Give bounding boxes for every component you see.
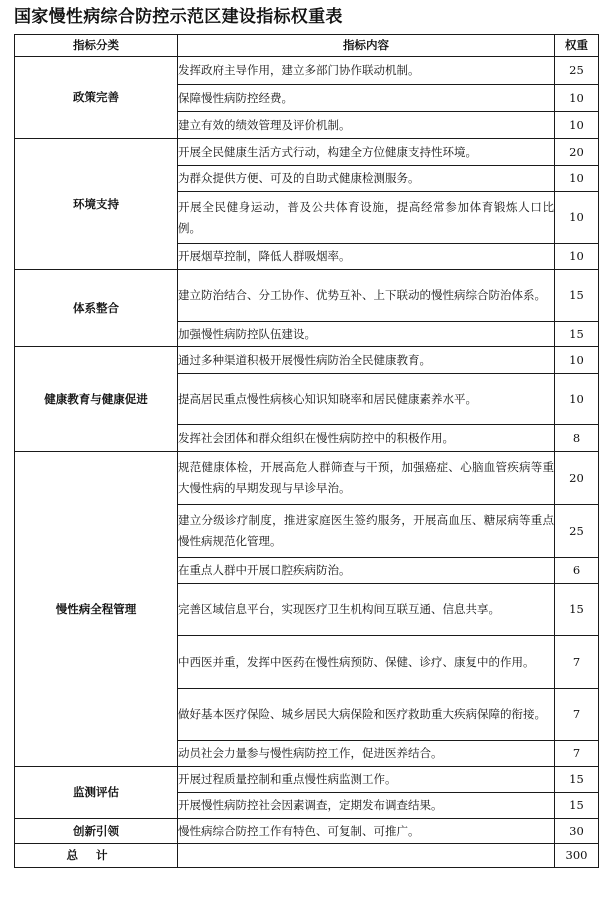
weight-cell: 10 xyxy=(555,112,599,139)
content-cell: 开展过程质量控制和重点慢性病监测工作。 xyxy=(178,767,555,793)
category-cell: 体系整合 xyxy=(15,270,178,347)
content-cell: 做好基本医疗保险、城乡居民大病保险和医疗救助重大疾病保障的衔接。 xyxy=(178,689,555,741)
content-cell: 完善区域信息平台，实现医疗卫生机构间互联互通、信息共享。 xyxy=(178,584,555,636)
content-cell: 开展烟草控制，降低人群吸烟率。 xyxy=(178,244,555,270)
category-cell: 监测评估 xyxy=(15,767,178,819)
content-cell: 规范健康体检，开展高危人群筛查与干预，加强癌症、心脑血管疾病等重大慢性病的早期发现与早诊早治。 xyxy=(178,452,555,505)
table-row xyxy=(15,767,599,793)
table-row xyxy=(15,57,599,85)
category-cell: 创新引领 xyxy=(15,819,178,844)
weight-cell: 15 xyxy=(555,270,599,322)
content-cell: 中西医并重，发挥中医药在慢性病预防、保健、诊疗、康复中的作用。 xyxy=(178,636,555,689)
weight-cell: 10 xyxy=(555,374,599,425)
table-row xyxy=(15,139,599,166)
table-row xyxy=(15,452,599,505)
content-cell: 开展慢性病防控社会因素调查，定期发布调查结果。 xyxy=(178,793,555,819)
category-cell: 慢性病全程管理 xyxy=(15,452,178,767)
weight-cell: 15 xyxy=(555,584,599,636)
weight-cell: 7 xyxy=(555,689,599,741)
weight-cell: 7 xyxy=(555,741,599,767)
total-label: 总计 xyxy=(15,844,178,868)
content-cell: 建立有效的绩效管理及评价机制。 xyxy=(178,112,555,139)
weight-cell: 8 xyxy=(555,425,599,452)
weight-cell: 15 xyxy=(555,793,599,819)
weight-cell: 10 xyxy=(555,347,599,374)
weight-cell: 20 xyxy=(555,452,599,505)
table-row xyxy=(15,819,599,844)
content-cell: 保障慢性病防控经费。 xyxy=(178,85,555,112)
weight-cell: 25 xyxy=(555,505,599,558)
content-cell: 为群众提供方便、可及的自助式健康检测服务。 xyxy=(178,166,555,192)
header-content: 指标内容 xyxy=(178,35,555,57)
content-cell: 慢性病综合防控工作有特色、可复制、可推广。 xyxy=(178,819,555,844)
weight-cell: 10 xyxy=(555,85,599,112)
weight-cell: 7 xyxy=(555,636,599,689)
content-cell: 开展全民健身运动，普及公共体育设施，提高经常参加体育锻炼人口比例。 xyxy=(178,192,555,244)
content-cell: 发挥社会团体和群众组织在慢性病防控中的积极作用。 xyxy=(178,425,555,452)
content-cell: 开展全民健康生活方式行动，构建全方位健康支持性环境。 xyxy=(178,139,555,166)
content-cell: 加强慢性病防控队伍建设。 xyxy=(178,322,555,347)
weight-cell: 10 xyxy=(555,166,599,192)
document-title: 国家慢性病综合防控示范区建设指标权重表 xyxy=(14,7,343,27)
content-cell: 建立分级诊疗制度，推进家庭医生签约服务，开展高血压、糖尿病等重点慢性病规范化管理。 xyxy=(178,505,555,558)
content-cell: 在重点人群中开展口腔疾病防治。 xyxy=(178,558,555,584)
category-cell: 环境支持 xyxy=(15,139,178,270)
category-cell: 健康教育与健康促进 xyxy=(15,347,178,452)
weight-cell: 30 xyxy=(555,819,599,844)
content-cell: 提高居民重点慢性病核心知识知晓率和居民健康素养水平。 xyxy=(178,374,555,425)
weight-cell: 6 xyxy=(555,558,599,584)
weight-table xyxy=(14,34,599,868)
total-empty-cell xyxy=(178,844,555,868)
total-row xyxy=(15,844,599,868)
header-category: 指标分类 xyxy=(15,35,178,57)
category-cell: 政策完善 xyxy=(15,57,178,139)
weight-cell: 15 xyxy=(555,767,599,793)
weight-cell: 10 xyxy=(555,192,599,244)
weight-cell: 25 xyxy=(555,57,599,85)
weight-cell: 20 xyxy=(555,139,599,166)
header-row xyxy=(15,35,599,57)
content-cell: 发挥政府主导作用，建立多部门协作联动机制。 xyxy=(178,57,555,85)
content-cell: 动员社会力量参与慢性病防控工作，促进医养结合。 xyxy=(178,741,555,767)
weight-cell: 15 xyxy=(555,322,599,347)
content-cell: 通过多种渠道积极开展慢性病防治全民健康教育。 xyxy=(178,347,555,374)
content-cell: 建立防治结合、分工协作、优势互补、上下联动的慢性病综合防治体系。 xyxy=(178,270,555,322)
header-weight: 权重 xyxy=(555,35,599,57)
table-row xyxy=(15,270,599,322)
weight-cell: 10 xyxy=(555,244,599,270)
table-row xyxy=(15,347,599,374)
total-weight: 300 xyxy=(555,844,599,868)
